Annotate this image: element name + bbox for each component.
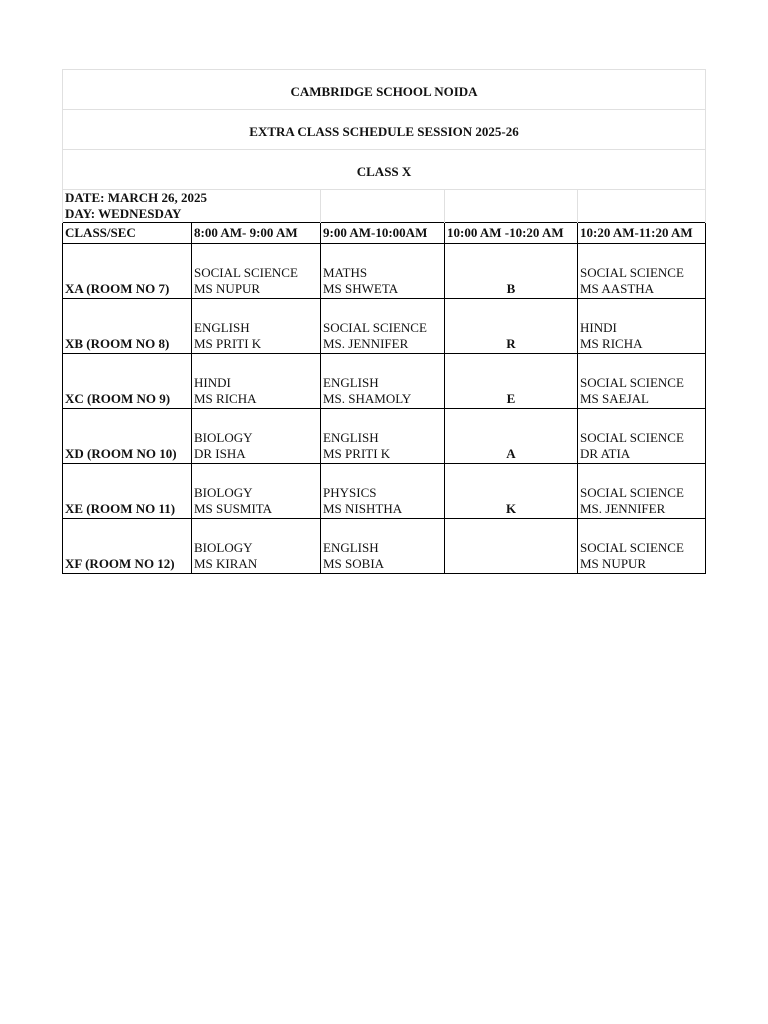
period-2-cell: [321, 519, 445, 574]
date-day-row: [63, 190, 706, 223]
table-row: [63, 464, 706, 519]
subject: MATHS: [323, 265, 368, 280]
period-2-cell: [321, 354, 445, 409]
subject: PHYSICS: [323, 485, 377, 500]
break-letter: K: [445, 464, 578, 519]
period-3-cell: [578, 299, 706, 354]
schedule-sheet: [62, 69, 705, 574]
subject: HINDI: [194, 375, 231, 390]
break-letter: B: [445, 244, 578, 299]
period-3-cell: [578, 409, 706, 464]
class-section: XC (ROOM NO 9): [63, 354, 192, 409]
teacher: MS. JENNIFER: [323, 336, 409, 351]
teacher: MS NUPUR: [580, 556, 647, 571]
teacher: MS NISHTHA: [323, 501, 403, 516]
period-2-cell: [321, 464, 445, 519]
subject: SOCIAL SCIENCE: [323, 320, 427, 335]
subject: SOCIAL SCIENCE: [580, 485, 684, 500]
class-section: XE (ROOM NO 11): [63, 464, 192, 519]
class-title: CLASS X: [63, 150, 706, 190]
period-2-cell: [321, 409, 445, 464]
header-break: 10:00 AM -10:20 AM: [445, 223, 578, 244]
table-row: [63, 409, 706, 464]
period-3-cell: [578, 519, 706, 574]
empty-meta-cell: [578, 190, 706, 223]
header-period-1: 8:00 AM- 9:00 AM: [192, 223, 321, 244]
teacher: MS. SHAMOLY: [323, 391, 412, 406]
header-period-3: 10:20 AM-11:20 AM: [578, 223, 706, 244]
class-title-row: [63, 150, 706, 190]
break-letter: R: [445, 299, 578, 354]
period-2-cell: [321, 299, 445, 354]
period-3-cell: [578, 354, 706, 409]
subject: ENGLISH: [194, 320, 250, 335]
teacher: MS PRITI K: [194, 336, 262, 351]
date-day-cell: [63, 190, 321, 223]
teacher: MS RICHA: [580, 336, 643, 351]
period-1-cell: [192, 244, 321, 299]
break-letter: A: [445, 409, 578, 464]
school-name-row: [63, 70, 706, 110]
table-row: [63, 354, 706, 409]
teacher: MS AASTHA: [580, 281, 655, 296]
table-row: [63, 519, 706, 574]
header-row: [63, 223, 706, 244]
period-3-cell: [578, 244, 706, 299]
header-period-2: 9:00 AM-10:00AM: [321, 223, 445, 244]
period-1-cell: [192, 354, 321, 409]
teacher: MS. JENNIFER: [580, 501, 666, 516]
empty-meta-cell: [445, 190, 578, 223]
teacher: MS RICHA: [194, 391, 257, 406]
period-1-cell: [192, 409, 321, 464]
period-3-cell: [578, 464, 706, 519]
class-section: XA (ROOM NO 7): [63, 244, 192, 299]
period-2-cell: [321, 244, 445, 299]
teacher: MS SHWETA: [323, 281, 399, 296]
day-line: DAY: WEDNESDAY: [65, 206, 182, 221]
period-1-cell: [192, 519, 321, 574]
header-class-sec: CLASS/SEC: [63, 223, 192, 244]
period-1-cell: [192, 299, 321, 354]
subject: SOCIAL SCIENCE: [580, 540, 684, 555]
period-1-cell: [192, 464, 321, 519]
schedule-body: [63, 244, 706, 574]
subject: BIOLOGY: [194, 430, 253, 445]
school-name: CAMBRIDGE SCHOOL NOIDA: [63, 70, 706, 110]
subject: SOCIAL SCIENCE: [580, 430, 684, 445]
class-section: XD (ROOM NO 10): [63, 409, 192, 464]
teacher: DR ATIA: [580, 446, 631, 461]
subject: SOCIAL SCIENCE: [580, 375, 684, 390]
class-section: XF (ROOM NO 12): [63, 519, 192, 574]
break-letter: [445, 519, 578, 574]
teacher: MS PRITI K: [323, 446, 391, 461]
subject: SOCIAL SCIENCE: [580, 265, 684, 280]
teacher: MS SAEJAL: [580, 391, 649, 406]
table-row: [63, 244, 706, 299]
subject: SOCIAL SCIENCE: [194, 265, 298, 280]
subject: ENGLISH: [323, 540, 379, 555]
schedule-title-row: [63, 110, 706, 150]
teacher: MS SUSMITA: [194, 501, 273, 516]
table-row: [63, 299, 706, 354]
class-section: XB (ROOM NO 8): [63, 299, 192, 354]
subject: BIOLOGY: [194, 485, 253, 500]
subject: HINDI: [580, 320, 617, 335]
empty-meta-cell: [321, 190, 445, 223]
date-line: DATE: MARCH 26, 2025: [65, 190, 208, 205]
teacher: DR ISHA: [194, 446, 246, 461]
subject: ENGLISH: [323, 430, 379, 445]
teacher: MS KIRAN: [194, 556, 258, 571]
subject: ENGLISH: [323, 375, 379, 390]
break-letter: E: [445, 354, 578, 409]
subject: BIOLOGY: [194, 540, 253, 555]
teacher: MS SOBIA: [323, 556, 385, 571]
teacher: MS NUPUR: [194, 281, 261, 296]
schedule-title: EXTRA CLASS SCHEDULE SESSION 2025-26: [63, 110, 706, 150]
schedule-table: [62, 69, 706, 574]
